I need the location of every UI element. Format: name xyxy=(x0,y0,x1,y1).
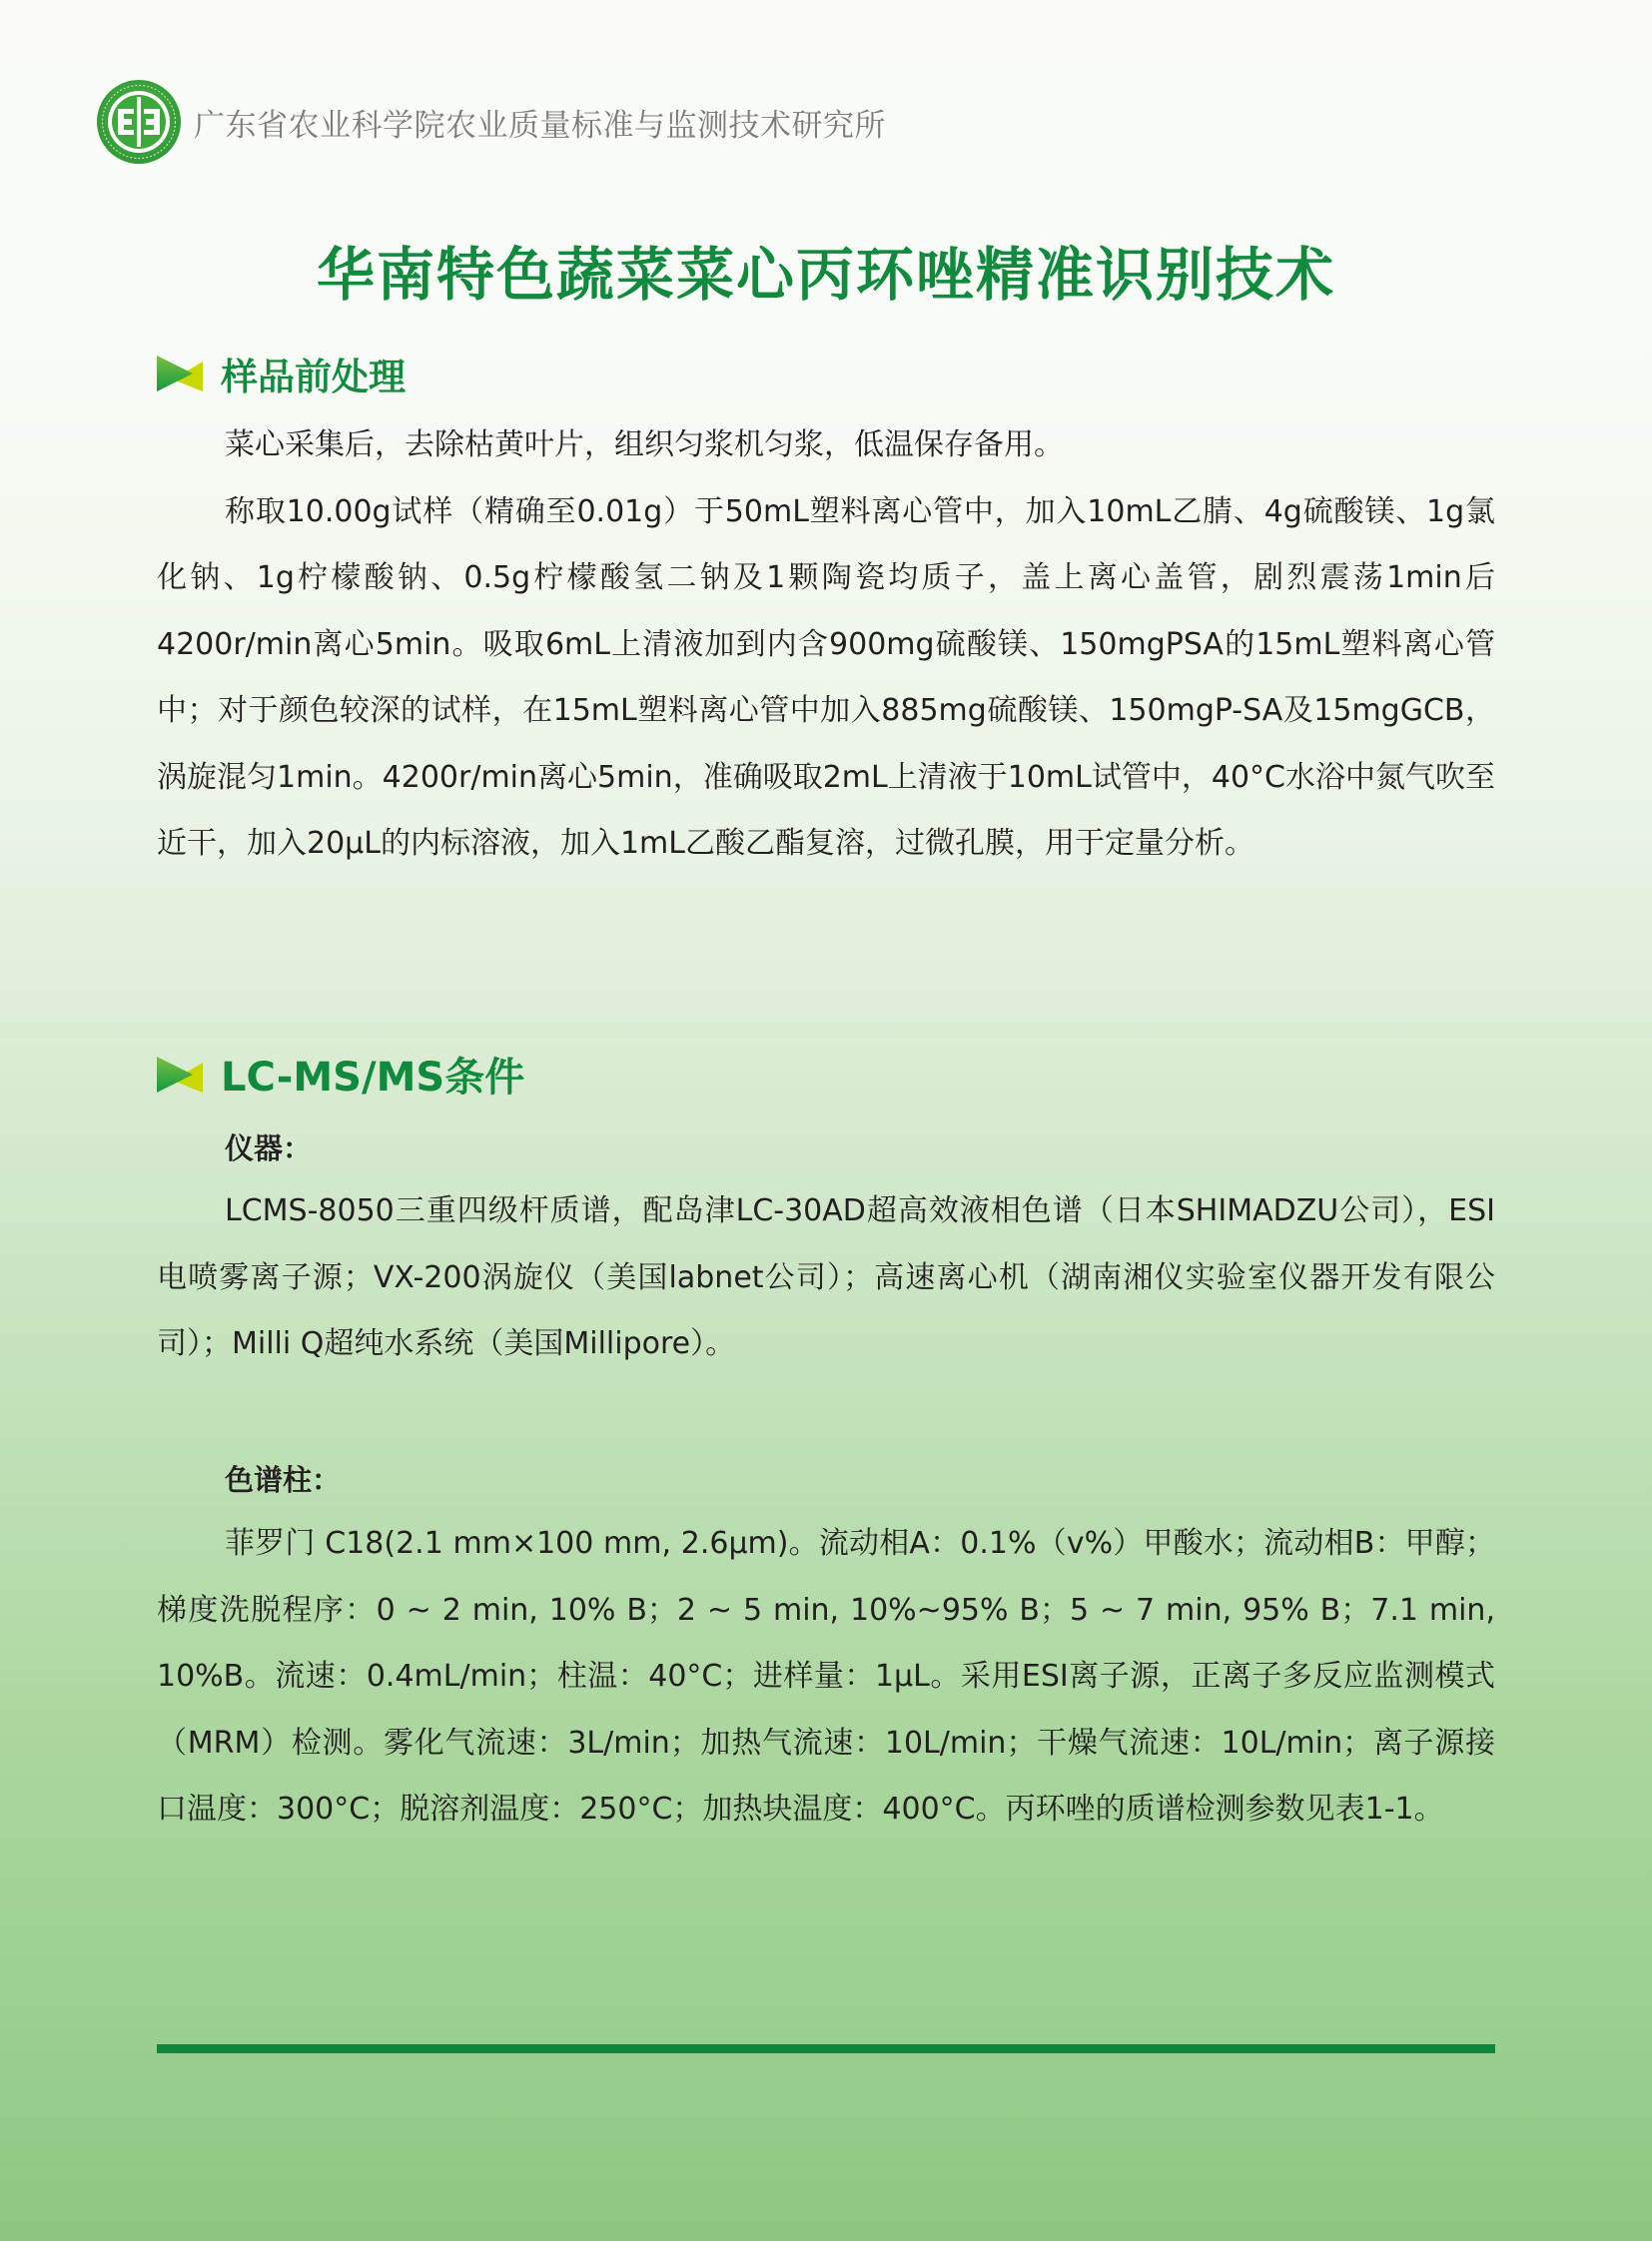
paragraph: 菲罗门 C18(2.1 mm×100 mm, 2.6μm)。流动相A：0.1%（v%）甲酸水；流动相B：甲醇；梯度洗脱程序：0 ~ 2 min, 10% B；2 ~ 5 min, 10%~95% B；5 ~ 7 min, 95% B；7.1 min, 10%B。流速：0.4mL/min；柱温：40°C；进样量：1μL。采用ESI离子源，正离子多反应监测模式（MRM）检测。雾化气流速：3L/min；加热气流速：10L/min；干燥气流速：10L/min；离子源接口温度：300°C；脱溶剂温度：250°C；加热块温度：400°C。丙环唑的质谱检测参数见表1-1。 xyxy=(157,1526,1495,1827)
bottom-divider xyxy=(157,2044,1495,2053)
section-heading-label: LC-MS/MS条件 xyxy=(221,1055,525,1101)
institute-name: 广东省农业科学院农业质量标准与监测技术研究所 xyxy=(194,107,886,144)
section-bullet-icon xyxy=(157,1057,203,1093)
paragraph: LCMS-8050三重四级杆质谱，配岛津LC-30AD超高效液相色谱（日本SHIMADZU公司），ESI电喷雾离子源；VX-200涡旋仪（美国labnet公司）；高速离心机（湖南湘仪实验室仪器开发有限公司）；Milli Q超纯水系统（美国Millipore）。 xyxy=(157,1193,1495,1361)
column-body xyxy=(157,1511,1495,1844)
section-heading-lcms xyxy=(157,1046,524,1103)
section-heading-label: 样品前处理 xyxy=(221,356,406,398)
page-title: 华南特色蔬菜菜心丙环唑精准识别技术 xyxy=(316,241,1335,309)
paragraph: 菜心采集后，去除枯黄叶片，组织匀浆机匀浆，低温保存备用。 xyxy=(225,427,1064,462)
sample-prep-body xyxy=(157,412,1495,878)
page-header xyxy=(96,79,886,165)
instrument-label: 仪器： xyxy=(225,1131,313,1165)
instrument-body xyxy=(157,1178,1495,1378)
paragraph: 称取10.00g试样（精确至0.01g）于50mL塑料离心管中，加入10mL乙腈、4g硫酸镁、1g氯化钠、1g柠檬酸钠、0.5g柠檬酸氢二钠及1颗陶瓷均质子，盖上离心盖管，剧烈震荡1min后4200r/min离心5min。吸取6mL上清液加到内含900mg硫酸镁、150mgPSA的15mL塑料离心管中；对于颜色较深的试样，在15mL塑料离心管中加入885mg硫酸镁、150mgP-SA及15mgGCB，涡旋混匀1min。4200r/min离心5min，准确吸取2mL上清液于10mL试管中，40°C水浴中氮气吹至近干，加入20μL的内标溶液，加入1mL乙酸乙酯复溶，过微孔膜，用于定量分析。 xyxy=(157,493,1495,861)
column-label: 色谱柱： xyxy=(225,1463,342,1497)
institute-logo-icon xyxy=(96,79,182,165)
section-heading-sample-prep xyxy=(157,347,406,400)
section-bullet-icon xyxy=(157,356,203,391)
